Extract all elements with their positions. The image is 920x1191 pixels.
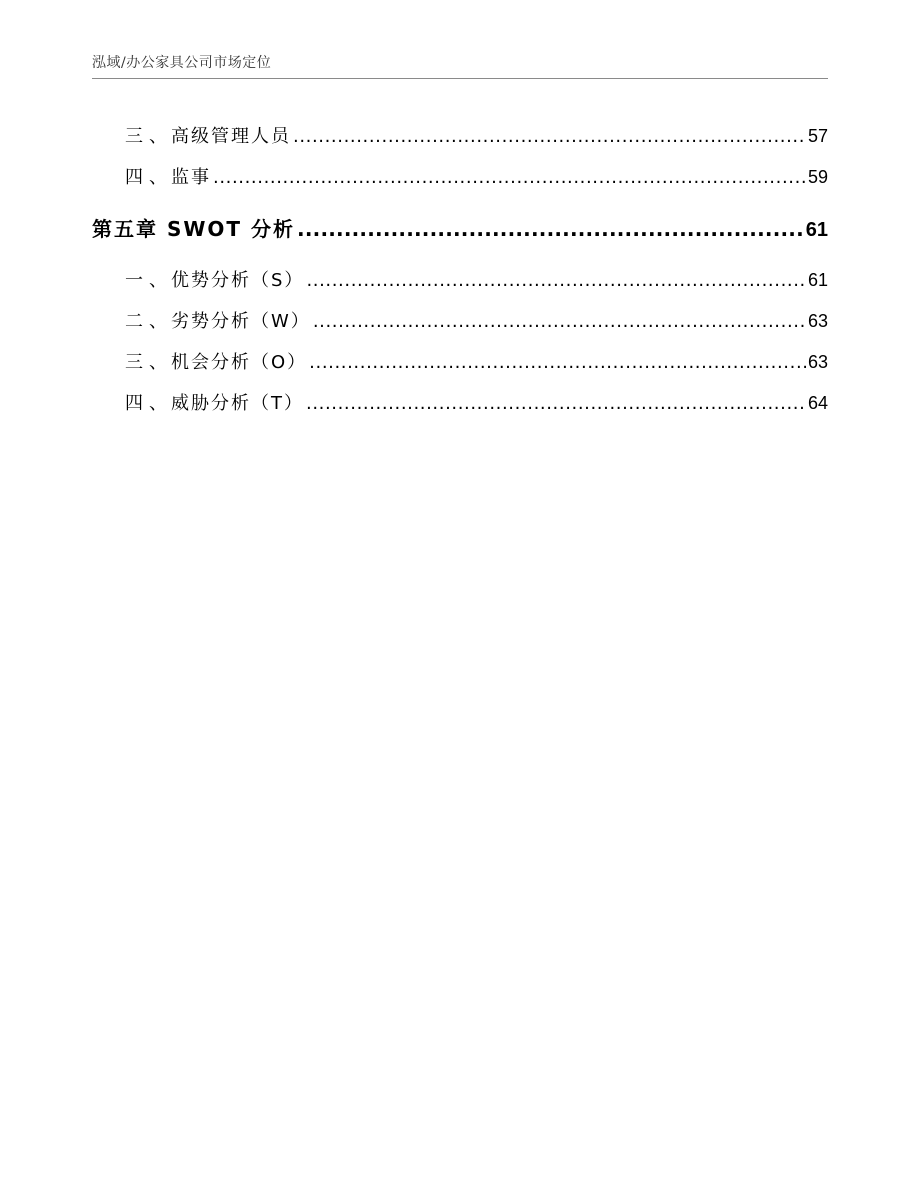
toc-entry-page: 57 bbox=[807, 126, 828, 146]
toc-entry-page: 63 bbox=[807, 311, 828, 331]
toc-entry-title: 威胁分析（T） bbox=[171, 393, 304, 414]
toc-entry-title: 机会分析（O） bbox=[171, 352, 308, 373]
toc-leader-dots bbox=[293, 126, 806, 147]
toc-entry[interactable] bbox=[92, 122, 828, 148]
toc-entry-number: 三、 bbox=[125, 352, 173, 373]
toc-entry-title: 优势分析（S） bbox=[171, 270, 305, 291]
toc-entry[interactable] bbox=[92, 348, 828, 374]
toc-entry-title: 劣势分析（W） bbox=[171, 311, 311, 332]
toc-entry-number: 四、 bbox=[125, 393, 173, 414]
toc-leader-dots bbox=[313, 311, 806, 332]
toc-leader-dots bbox=[309, 352, 806, 373]
toc-entry-page: 59 bbox=[807, 167, 828, 187]
toc-entry-number: 二、 bbox=[125, 311, 173, 332]
toc-leader-dots bbox=[306, 270, 806, 291]
toc-entry-page: 64 bbox=[807, 393, 828, 413]
toc-entry-title: 监事 bbox=[171, 167, 211, 188]
toc-entry[interactable] bbox=[92, 266, 828, 292]
toc-entry[interactable] bbox=[92, 389, 828, 415]
running-header: 泓域/办公家具公司市场定位 bbox=[92, 55, 272, 71]
toc-entry-page: 61 bbox=[807, 270, 828, 290]
header-divider bbox=[92, 78, 828, 79]
toc-entry-title: 高级管理人员 bbox=[171, 126, 291, 147]
toc-entry-number: 四、 bbox=[125, 167, 173, 188]
toc-entry-page: 63 bbox=[807, 352, 828, 372]
toc-chapter-entry[interactable] bbox=[92, 213, 828, 242]
toc-entry[interactable] bbox=[92, 307, 828, 333]
toc-leader-dots bbox=[306, 393, 806, 414]
toc-leader-dots bbox=[297, 217, 804, 241]
toc-entry-page: 61 bbox=[805, 219, 828, 241]
toc-entry-number: 三、 bbox=[125, 126, 173, 147]
toc-leader-dots bbox=[213, 167, 806, 188]
toc-entry[interactable] bbox=[92, 163, 828, 189]
toc-chapter-title: 第五章 SWOT 分析 bbox=[92, 217, 296, 241]
toc-entry-number: 一、 bbox=[125, 270, 173, 291]
